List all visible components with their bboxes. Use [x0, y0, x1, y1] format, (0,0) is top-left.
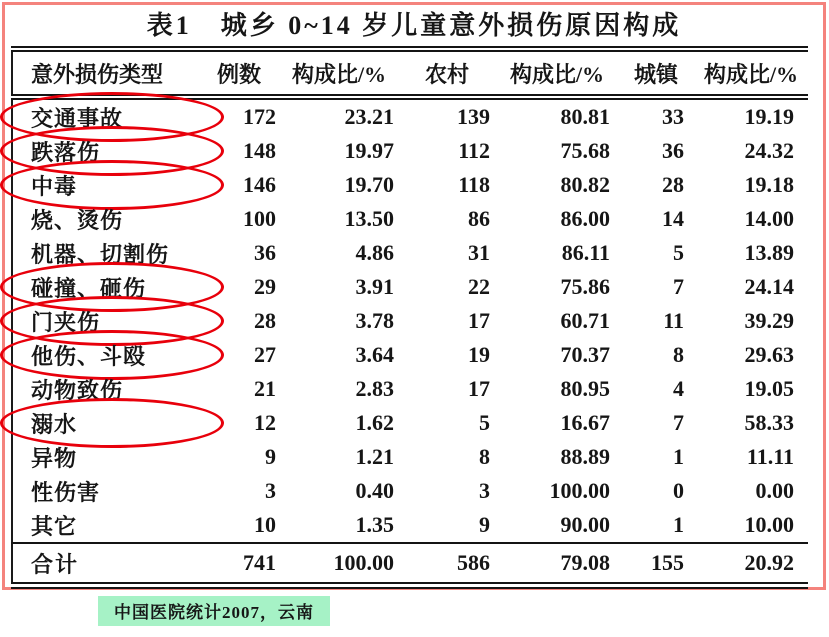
- table-header: [12, 49, 808, 97]
- table-row: [12, 508, 808, 543]
- cell-rural: 17: [468, 308, 490, 333]
- cell-urban-pct: 19.19: [744, 104, 794, 129]
- cell-pct: 3.91: [355, 274, 394, 299]
- cell-rural-pct: 80.82: [560, 172, 610, 197]
- cell-cases: 21: [254, 376, 276, 401]
- cell-injury-type: 性伤害: [31, 479, 101, 505]
- cell-urban: 7: [673, 274, 684, 299]
- col-header-urban: 城镇: [618, 49, 694, 97]
- cell-pct: 3.64: [355, 342, 394, 367]
- cell-injury-type: 交通事故: [12, 97, 198, 134]
- total-label: 合计: [12, 543, 198, 586]
- table-row: [12, 304, 808, 338]
- cell-rural: 139: [457, 104, 490, 129]
- cell-cases: 9: [265, 444, 276, 469]
- table-row: [12, 97, 808, 134]
- table-row: [12, 440, 808, 474]
- cell-injury-type: 其它: [31, 513, 78, 539]
- col-header-injury-type: 意外损伤类型: [12, 49, 198, 97]
- cell-urban-pct: 14.00: [744, 206, 794, 231]
- injury-table: [11, 46, 808, 589]
- cell-rural: 5: [479, 410, 490, 435]
- cell-rural-pct: 60.71: [560, 308, 610, 333]
- col-header-cases: 例数: [198, 49, 280, 97]
- cell-cases: 148: [243, 138, 276, 163]
- cell-injury-type: 烧、烫伤: [31, 207, 124, 233]
- cell-pct: 4.86: [355, 240, 394, 265]
- cell-rural-pct: 100.00: [549, 478, 610, 503]
- cell-rural: 112: [458, 138, 490, 163]
- slide-frame: [2, 2, 826, 590]
- cell-urban: 7: [673, 410, 684, 435]
- table-row: [12, 134, 808, 168]
- cell-urban-pct: 10.00: [744, 512, 794, 537]
- cell-rural-pct: 86.11: [561, 240, 610, 265]
- cell-injury-type: 动物致伤: [31, 377, 124, 403]
- cell-injury-type: 中毒: [12, 168, 198, 202]
- cell-cases: 27: [254, 342, 276, 367]
- table-row: [12, 168, 808, 202]
- col-header-urban-pct: 构成比/%: [694, 49, 808, 97]
- table-row: [12, 202, 808, 236]
- cell-urban: 28: [662, 172, 684, 197]
- total-rural-pct: 79.08: [496, 543, 618, 586]
- cell-pct: 1.62: [355, 410, 394, 435]
- table-row: [12, 474, 808, 508]
- cell-pct: 13.50: [344, 206, 394, 231]
- table-row: [12, 338, 808, 372]
- cell-rural-pct: 16.67: [560, 410, 610, 435]
- cell-injury-type: 机器、切割伤: [31, 241, 170, 267]
- footer-area: [0, 596, 829, 626]
- cell-rural-pct: 86.00: [560, 206, 610, 231]
- cell-rural-pct: 75.86: [560, 274, 610, 299]
- table-title: 表1 城乡 0~14 岁儿童意外损伤原因构成: [146, 11, 682, 40]
- total-cases: 741: [198, 543, 280, 586]
- col-header-rural: 农村: [398, 49, 496, 97]
- cell-pct: 3.78: [355, 308, 394, 333]
- cell-urban: 5: [673, 240, 684, 265]
- cell-cases: 172: [243, 104, 276, 129]
- cell-pct: 2.83: [355, 376, 394, 401]
- cell-urban-pct: 39.29: [744, 308, 794, 333]
- cell-urban-pct: 0.00: [755, 478, 794, 503]
- header-row: [12, 49, 808, 97]
- cell-rural: 118: [458, 172, 490, 197]
- col-header-pct: 构成比/%: [280, 49, 398, 97]
- cell-cases: 10: [254, 512, 276, 537]
- cell-pct: 19.70: [344, 172, 394, 197]
- cell-cases: 29: [254, 274, 276, 299]
- cell-urban: 33: [662, 104, 684, 129]
- cell-urban: 8: [673, 342, 684, 367]
- cell-injury-type: 他伤、斗殴: [12, 338, 198, 372]
- cell-urban: 36: [662, 138, 684, 163]
- cell-urban: 14: [662, 206, 684, 231]
- cell-urban-pct: 29.63: [744, 342, 794, 367]
- cell-pct: 23.21: [344, 104, 394, 129]
- cell-urban-pct: 19.18: [744, 172, 794, 197]
- cell-rural-pct: 88.89: [560, 444, 610, 469]
- cell-urban-pct: 11.11: [746, 444, 794, 469]
- cell-rural-pct: 75.68: [560, 138, 610, 163]
- cell-urban-pct: 13.89: [744, 240, 794, 265]
- cell-cases: 100: [243, 206, 276, 231]
- cell-urban-pct: 58.33: [744, 410, 794, 435]
- cell-rural-pct: 90.00: [560, 512, 610, 537]
- cell-rural-pct: 70.37: [560, 342, 610, 367]
- cell-cases: 36: [254, 240, 276, 265]
- table-row: [12, 406, 808, 440]
- cell-pct: 1.21: [355, 444, 394, 469]
- cell-rural: 86: [468, 206, 490, 231]
- table-row: [12, 236, 808, 270]
- cell-pct: 19.97: [344, 138, 394, 163]
- source-note: 中国医院统计2007，云南: [98, 596, 330, 626]
- cell-pct: 0.40: [355, 478, 394, 503]
- cell-rural-pct: 80.95: [560, 376, 610, 401]
- total-urban: 155: [618, 543, 694, 586]
- cell-rural: 9: [479, 512, 490, 537]
- total-urban-pct: 20.92: [694, 543, 808, 586]
- cell-injury-type: 溺水: [12, 406, 198, 440]
- cell-urban: 0: [673, 478, 684, 503]
- cell-cases: 28: [254, 308, 276, 333]
- cell-urban: 11: [663, 308, 684, 333]
- cell-rural: 3: [479, 478, 490, 503]
- table-footer: [12, 543, 808, 586]
- cell-urban-pct: 19.05: [744, 376, 794, 401]
- cell-injury-type: 门夹伤: [12, 304, 198, 338]
- table-row: [12, 372, 808, 406]
- cell-urban: 4: [673, 376, 684, 401]
- cell-injury-type: 跌落伤: [12, 134, 198, 168]
- total-row: [12, 543, 808, 586]
- cell-injury-type: 碰撞、砸伤: [12, 270, 198, 304]
- cell-urban: 1: [673, 444, 684, 469]
- cell-cases: 3: [265, 478, 276, 503]
- cell-rural-pct: 80.81: [560, 104, 610, 129]
- cell-injury-type: 异物: [31, 445, 78, 471]
- cell-cases: 146: [243, 172, 276, 197]
- total-pct: 100.00: [280, 543, 398, 586]
- cell-urban-pct: 24.14: [744, 274, 794, 299]
- total-rural: 586: [398, 543, 496, 586]
- table-body: [12, 97, 808, 543]
- cell-urban: 1: [673, 512, 684, 537]
- cell-rural: 31: [468, 240, 490, 265]
- cell-rural: 8: [479, 444, 490, 469]
- cell-rural: 19: [468, 342, 490, 367]
- cell-rural: 17: [468, 376, 490, 401]
- cell-cases: 12: [254, 410, 276, 435]
- cell-urban-pct: 24.32: [744, 138, 794, 163]
- cell-pct: 1.35: [355, 512, 394, 537]
- table-row: [12, 270, 808, 304]
- cell-rural: 22: [468, 274, 490, 299]
- col-header-rural-pct: 构成比/%: [496, 49, 618, 97]
